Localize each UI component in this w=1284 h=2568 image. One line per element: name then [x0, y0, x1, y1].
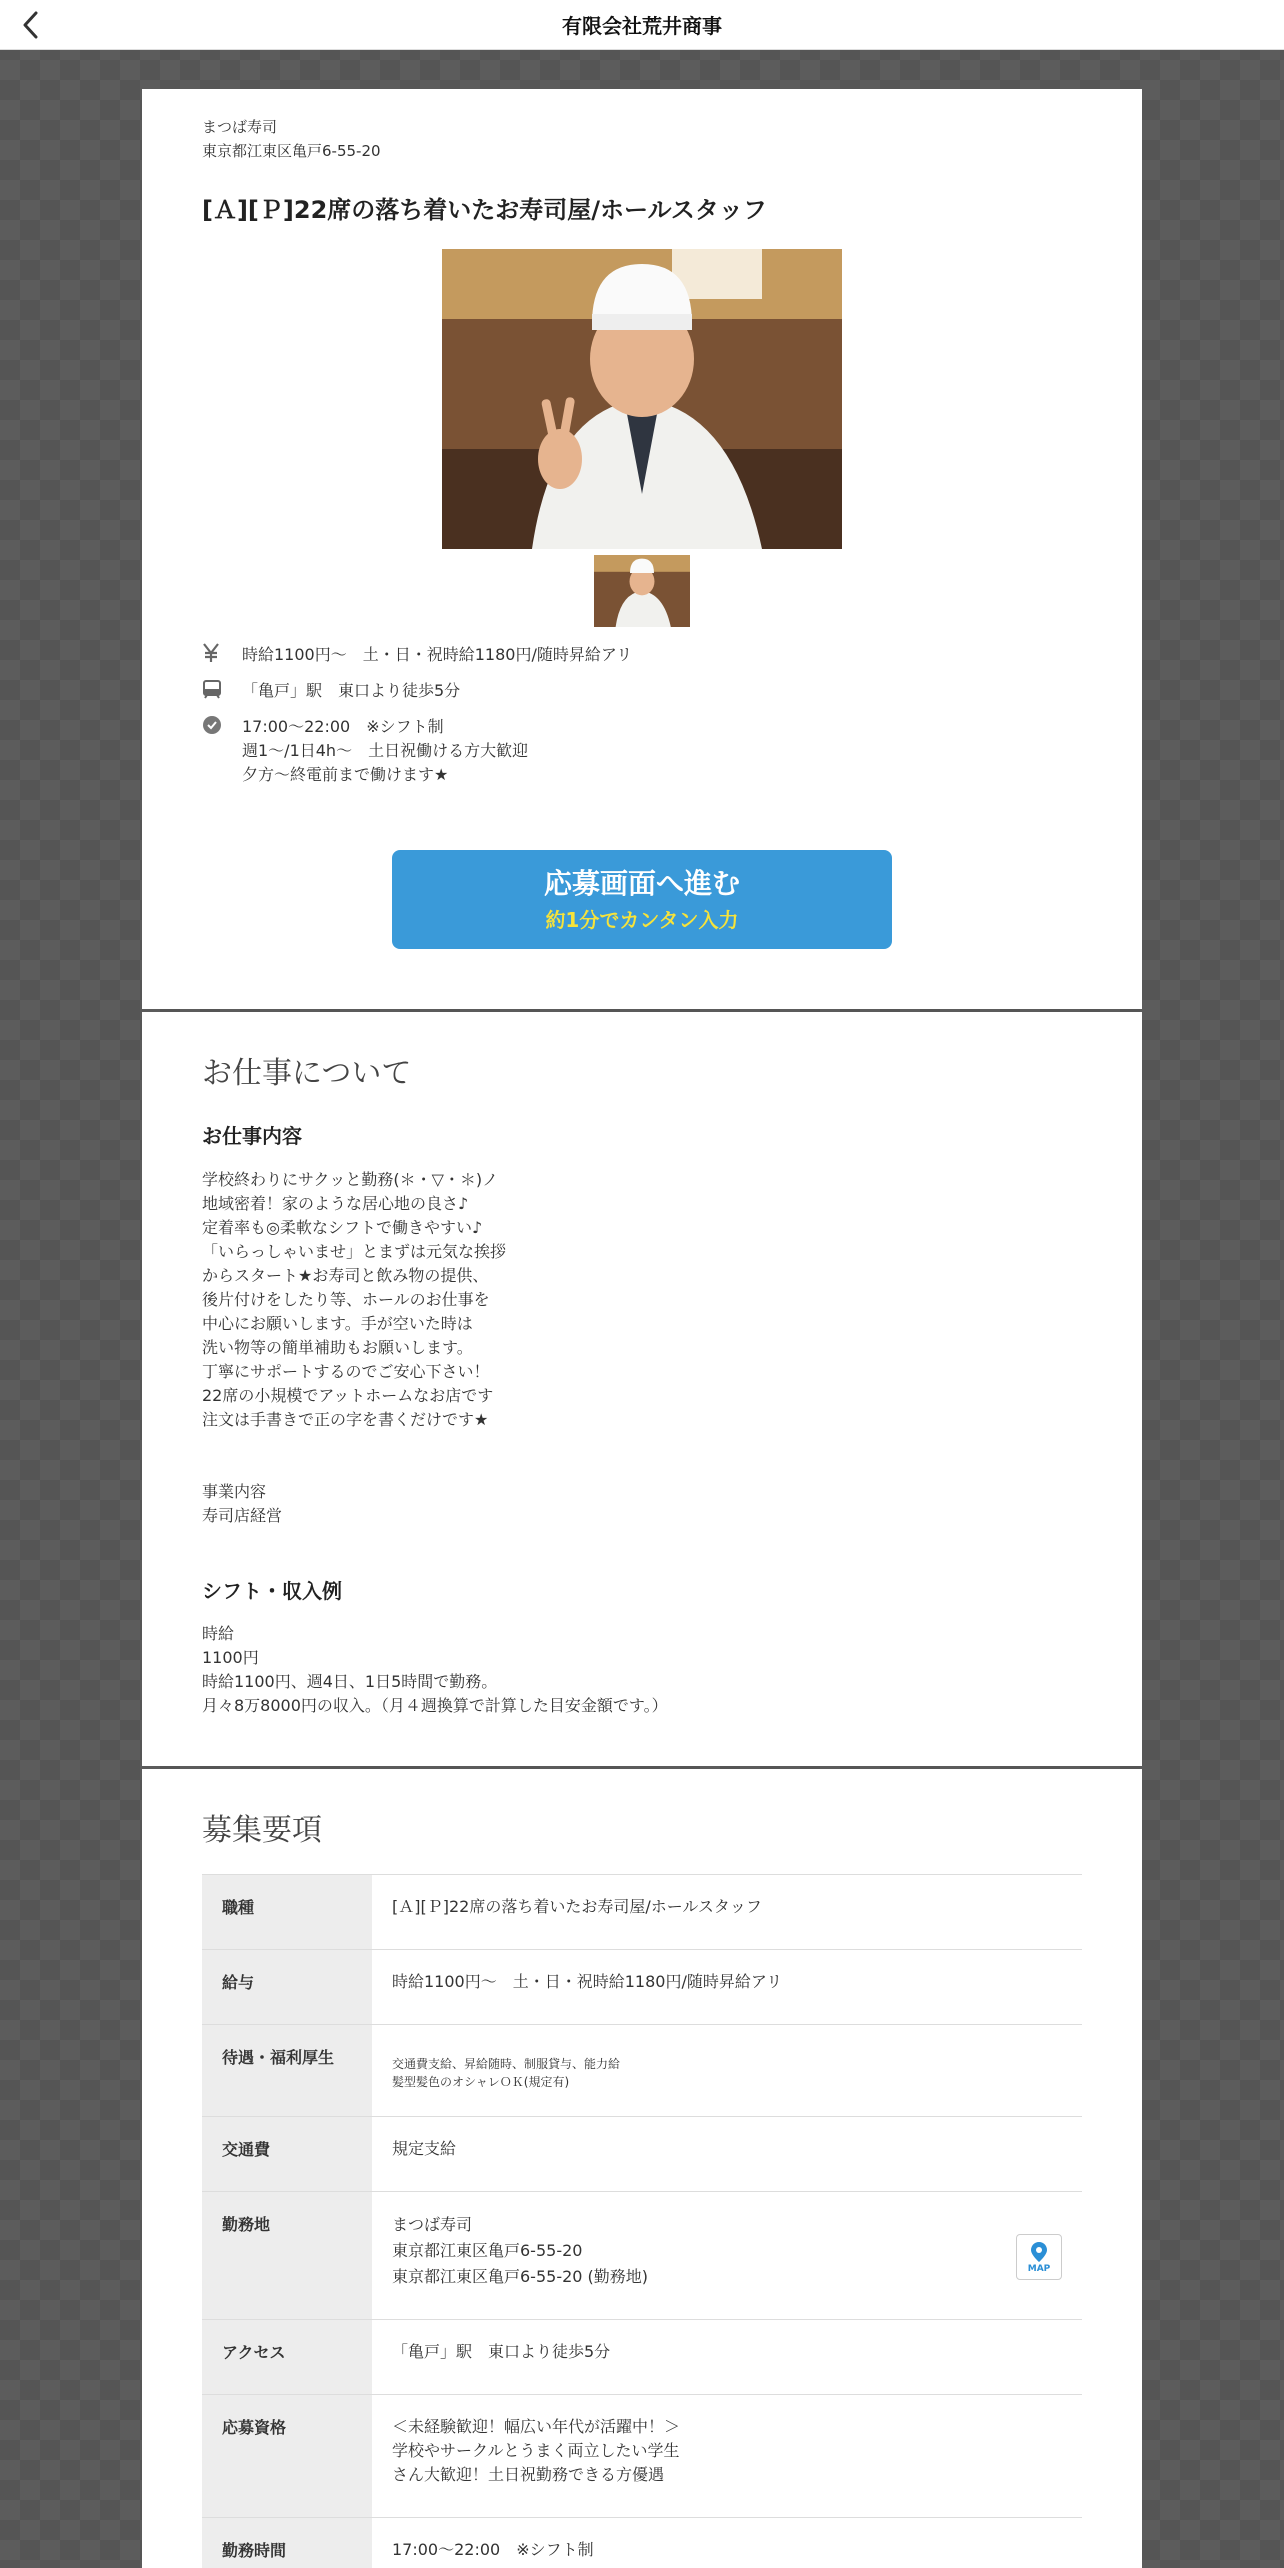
- hours-line-3: 夕方～終電前まで働けます★: [242, 765, 449, 784]
- req-row-access: [202, 2320, 1082, 2395]
- about-section-title: お仕事について: [202, 1056, 412, 1091]
- main-photo[interactable]: [442, 249, 842, 549]
- chef-thumbnail: [594, 555, 690, 627]
- req-value: 「亀戸」駅 東口より徒歩5分: [392, 2342, 611, 2361]
- req-label: 職種: [202, 1875, 372, 1949]
- hours-line-2: 週1～/1日4h～ 土日祝働ける方大歓迎: [242, 741, 529, 760]
- business-value: 寿司店経営: [202, 1506, 283, 1525]
- wage-text: 時給1100円～ 土・日・祝時給1180円/随時昇給アリ: [242, 645, 633, 664]
- job-content-heading: お仕事内容: [202, 1124, 302, 1148]
- back-button[interactable]: [14, 8, 48, 42]
- req-label: アクセス: [202, 2320, 372, 2394]
- req-value: まつば寿司 東京都江東区亀戸6-55-20 東京都江東区亀戸6-55-20 (勤務地): [392, 2215, 649, 2286]
- apply-button[interactable]: [392, 850, 892, 949]
- req-label: 応募資格: [202, 2395, 372, 2517]
- clock-icon: [202, 715, 242, 739]
- shop-name: まつば寿司: [202, 118, 278, 136]
- about-job-card: [142, 1012, 1142, 1766]
- req-label: 勤務地: [202, 2192, 372, 2319]
- job-title: [Ａ][Ｐ]22席の落ち着いたお寿司屋/ホールスタッフ: [202, 196, 767, 224]
- req-value: 17:00～22:00 ※シフト制: [392, 2540, 594, 2559]
- requirements-table: [202, 1874, 1082, 2568]
- req-row-job-type: [202, 1875, 1082, 1950]
- req-label: 交通費: [202, 2117, 372, 2191]
- hours-row: [202, 715, 1082, 787]
- map-pin-icon: [1030, 2241, 1048, 2263]
- shift-body: 時給 1100円 時給1100円、週4日、1日5時間で勤務。 月々8万8000円の収入。（月４週換算で計算した目安金額です。）: [202, 1624, 668, 1715]
- station-text: 「亀戸」駅 東口より徒歩5分: [242, 681, 461, 700]
- train-icon: [202, 679, 242, 703]
- yen-icon: [202, 643, 242, 667]
- company-title: 有限会社荒井商事: [562, 14, 722, 38]
- req-label: 勤務時間: [202, 2518, 372, 2568]
- req-label: 待遇・福利厚生: [202, 2025, 372, 2116]
- wage-row: [202, 643, 1082, 667]
- requirements-card: [142, 1769, 1142, 2568]
- job-summary-card: [142, 89, 1142, 1009]
- req-row-qualifications: [202, 2395, 1082, 2518]
- shop-address: 東京都江東区亀戸6-55-20: [202, 142, 381, 160]
- station-row: [202, 679, 1082, 703]
- requirements-section-title: 募集要項: [202, 1813, 322, 1848]
- apply-button-sublabel: 約1分でカンタン入力: [545, 908, 739, 932]
- chevron-left-icon: [22, 11, 40, 39]
- thumbnail-photo[interactable]: [594, 555, 690, 627]
- req-value: 交通費支給、昇給随時、制服貸与、能力給 髪型髪色のオシャレＯＫ(規定有): [392, 2057, 621, 2089]
- map-button[interactable]: [1016, 2234, 1062, 2280]
- req-value: 時給1100円～ 土・日・祝時給1180円/随時昇給アリ: [392, 1972, 783, 1991]
- chef-photo: [442, 249, 842, 549]
- req-value: ＜未経験歓迎！幅広い年代が活躍中！＞ 学校やサークルとうまく両立したい学生 さん大歓迎！土日祝勤務できる方優遇: [392, 2417, 681, 2484]
- req-row-transport: [202, 2117, 1082, 2192]
- req-value: [Ａ][Ｐ]22席の落ち着いたお寿司屋/ホールスタッフ: [392, 1897, 762, 1916]
- req-row-location: [202, 2192, 1082, 2320]
- req-label: 給与: [202, 1950, 372, 2024]
- job-content-body: 学校終わりにサクッと勤務(＊・▽・＊)ノ 地域密着！家のような居心地の良さ♪ 定着率も◎柔軟なシフトで働きやすい♪ 「いらっしゃいませ」とまずは元気な挨拶 からスタート★お寿司と飲み物の提供、 後片付けをしたり等、ホールのお仕事を 中心にお願いします。手が空いた時は 洗い物等の簡単補助もお願いします。 丁寧にサポートするのでご安心下さい！ 22席の小規模でアットホームなお店です 注文は手書きで正の字を書くだけです★: [202, 1170, 507, 1429]
- req-value: 規定支給: [392, 2139, 457, 2158]
- req-row-hours: [202, 2518, 1082, 2568]
- shift-heading: シフト・収入例: [202, 1579, 342, 1603]
- business-label: 事業内容: [202, 1482, 267, 1501]
- req-row-benefits: [202, 2025, 1082, 2117]
- req-row-salary: [202, 1950, 1082, 2025]
- hours-line-1: 17:00～22:00 ※シフト制: [242, 717, 444, 736]
- apply-button-label: 応募画面へ進む: [543, 867, 740, 900]
- map-label: MAP: [1027, 2263, 1051, 2274]
- top-bar: [0, 0, 1284, 50]
